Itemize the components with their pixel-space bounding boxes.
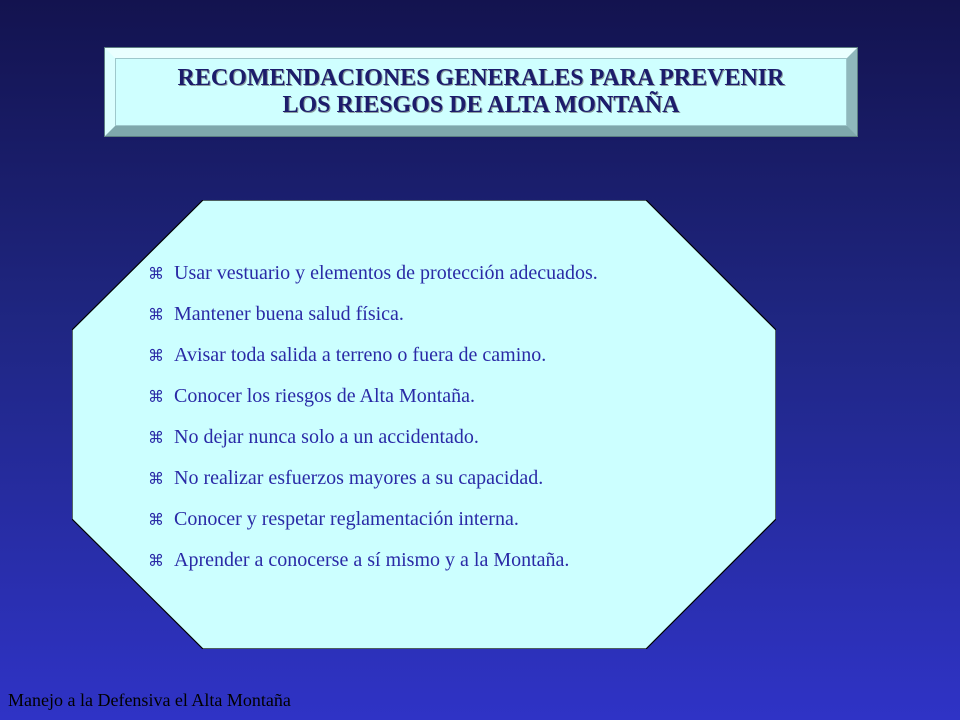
- bullet-icon: ⌘: [148, 428, 164, 447]
- list-item: [148, 303, 598, 344]
- list-item-text: Usar vestuario y elementos de protección adecuados.: [174, 262, 598, 284]
- list-item: [148, 262, 598, 303]
- slide-title-line-1: RECOMENDACIONES GENERALES PARA PREVENIR: [177, 65, 785, 91]
- slide-title-line-2: LOS RIESGOS DE ALTA MONTAÑA: [282, 92, 680, 118]
- bullet-icon: ⌘: [148, 551, 164, 570]
- list-item: [148, 467, 598, 508]
- list-item-text: Conocer y respetar reglamentación interna.: [174, 508, 519, 530]
- list-item-text: No realizar esfuerzos mayores a su capacidad.: [174, 467, 544, 489]
- list-item: [148, 549, 598, 590]
- bullet-icon: ⌘: [148, 387, 164, 406]
- list-item: [148, 508, 598, 549]
- list-item-text: Aprender a conocerse a sí mismo y a la Montaña.: [174, 549, 570, 571]
- list-item-text: Mantener buena salud física.: [174, 303, 404, 325]
- title-banner-inner: [115, 58, 847, 126]
- bullet-icon: ⌘: [148, 469, 164, 488]
- list-item: [148, 385, 598, 426]
- bullet-icon: ⌘: [148, 305, 164, 324]
- bullet-icon: ⌘: [148, 346, 164, 365]
- list-item-text: No dejar nunca solo a un accidentado.: [174, 426, 479, 448]
- list-item: [148, 344, 598, 385]
- list-item-text: Conocer los riesgos de Alta Montaña.: [174, 385, 476, 407]
- bullet-icon: ⌘: [148, 264, 164, 283]
- footer-caption: Manejo a la Defensiva el Alta Montaña: [8, 690, 291, 710]
- list-item-text: Avisar toda salida a terreno o fuera de camino.: [174, 344, 547, 366]
- recommendations-panel: [72, 200, 776, 649]
- recommendations-list: [148, 262, 598, 590]
- list-item: [148, 426, 598, 467]
- bullet-icon: ⌘: [148, 510, 164, 529]
- title-banner: [105, 48, 857, 136]
